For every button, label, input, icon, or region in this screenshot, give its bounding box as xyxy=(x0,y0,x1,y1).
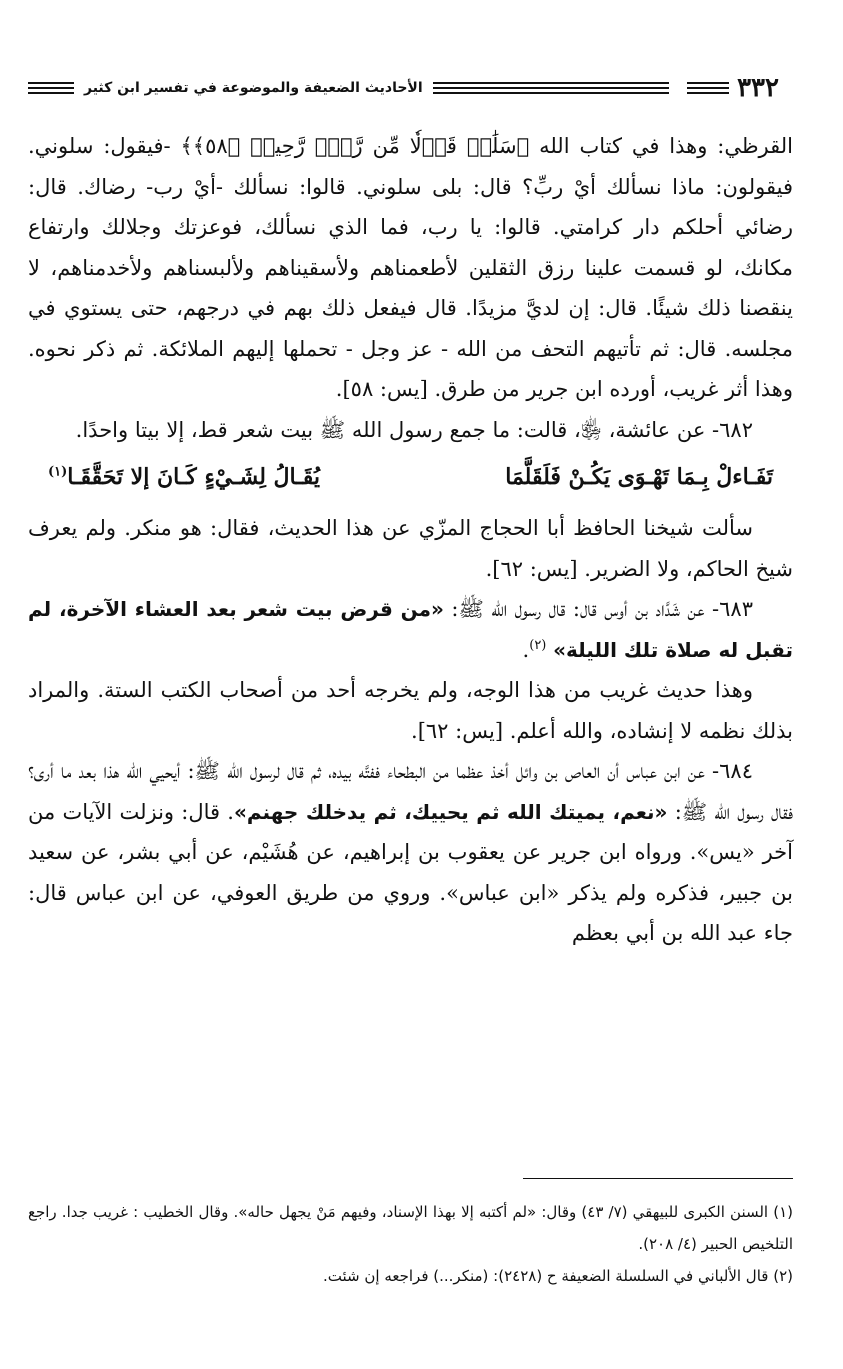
footnotes xyxy=(28,1196,793,1292)
hadith-682: ٦٨٢- عن عائشة، ﵂، قالت: ما جمع رسول الله ﷺ بيت شعر قط، إلا بيتا واحدًا. xyxy=(75,417,753,442)
page-number: ٣٣٢ xyxy=(737,73,779,103)
footnote-marker-1: (١) xyxy=(48,464,68,480)
poem-hemistich-first: تَفَـاءلْ بِـمَا تَهْـوَى يَكُـنْ فَلَقَلَّمَا xyxy=(505,464,773,490)
header-end-rule xyxy=(28,82,74,94)
commentary-paragraph: سألت شيخنا الحافظ أبا الحجاج المزّي عن هذا الحديث، فقال: هو منكر. ولم يعرف شيخ الحاكم، ولا الضرير. [يس: ٦٢]. xyxy=(28,516,793,581)
footnote-2: (٢) قال الألباني في السلسلة الضعيفة ح (٢٤٢٨): (منكر...) فراجعه إن شئت. xyxy=(323,1267,793,1285)
poem-hemistich-second: يُقَـالُ لِشَـيْءٍ كَـانَ إلا تَحَقَّقَـا$^{(١)}$ xyxy=(48,464,320,490)
footnote-1: (١) السنن الكبرى للبيهقي (٧/ ٤٣) وقال: «لم أكتبه إلا بهذا الإسناد، وفيهم مَنْ يجهل حاله». وقال الخطيب : غريب جدا. راجع التلخيص الحبير (٤/ ٢٠٨). xyxy=(28,1203,794,1253)
running-header xyxy=(28,68,793,108)
footnote-marker-2: (٢) xyxy=(529,637,547,653)
commentary-paragraph-2: وهذا حديث غريب من هذا الوجه، ولم يخرجه أحد من أصحاب الكتب الستة. والمراد بذلك نظمه لا إنشاده، والله أعلم. [يس: ٦٢]. xyxy=(28,678,793,743)
header-ornament-rule xyxy=(687,82,729,94)
running-title: الأحاديث الضعيفة والموضوعة في تفسير ابن كثير xyxy=(84,80,423,96)
main-text xyxy=(28,126,793,954)
hadith-684-text: «نعم، يميتك الله ثم يحييك، ثم يدخلك جهنم» xyxy=(233,799,668,824)
footnote-separator xyxy=(523,1178,793,1179)
hadith-683-text: «من قرض بيت شعر بعد العشاء الآخرة، لم تقبل له صلاة تلك الليلة» xyxy=(28,597,793,662)
poem-verse xyxy=(28,450,793,508)
header-rule xyxy=(433,82,669,94)
paragraph-continuation: القرظي: وهذا في كتاب الله ﴿سَلَٰمٞ قَوۡلٗا مِّن رَّبّٖ رَّحِيمٖ ﴿٥٨﴾﴾ -فيقول: سلوني. فيقولون: ماذا نسألك أيْ ربِّ؟ قال: بلى سلوني. قالوا: نسألك -أيْ رب- رضاك. قال: رضائي أحلكم دار كرامتي. قالوا: يا رب، فما الذي نسألك، فوعزتك وجلالك وارتفاع مكانك، لو قسمت علينا رزق الثقلين لأطعمناهم ولأسقيناهم ولألبسناهم ولأخدمناهم، لا ينقصنا ذلك شيئًا. قال: إن لديَّ مزيدًا. قال فيفعل ذلك بهم في درجهم، حتى يستوي في مجلسه. قال: ثم تأتيهم التحف من الله - عز وجل - تحملها إليهم الملائكة. ثم ذكر نحوه. وهذا أثر غريب، أورده ابن جرير من طرق. [يس: ٥٨]. xyxy=(28,134,793,401)
hadith-683: ٦٨٣- عن شَدَّاد بن أوس قال: قال رسول الله ﷺ: «من قرض بيت شعر بعد العشاء الآخرة، لم تقبل له صلاة تلك الليلة» $^{(٢)}$. xyxy=(28,597,793,662)
hadith-684: ٦٨٤- عن ابن عباس أن العاص بن وائل أخذ عظما من البطحاء ففتَّه بيده، ثم قال لرسول الله ﷺ: أيحيي الله هذا بعد ما أرى؟ فقال رسول الله ﷺ: «نعم، يميتك الله ثم يحييك، ثم يدخلك جهنم». قال: ونزلت الآيات من آخر «يس». ورواه ابن جرير عن يعقوب بن إبراهيم، عن هُشَيْم، عن أبي بشر، عن سعيد بن جبير، فذكره ولم يذكر «ابن عباس». وروي من طريق العوفي، عن ابن عباس قال: جاء عبد الله بن أبي بعظم xyxy=(28,759,794,945)
